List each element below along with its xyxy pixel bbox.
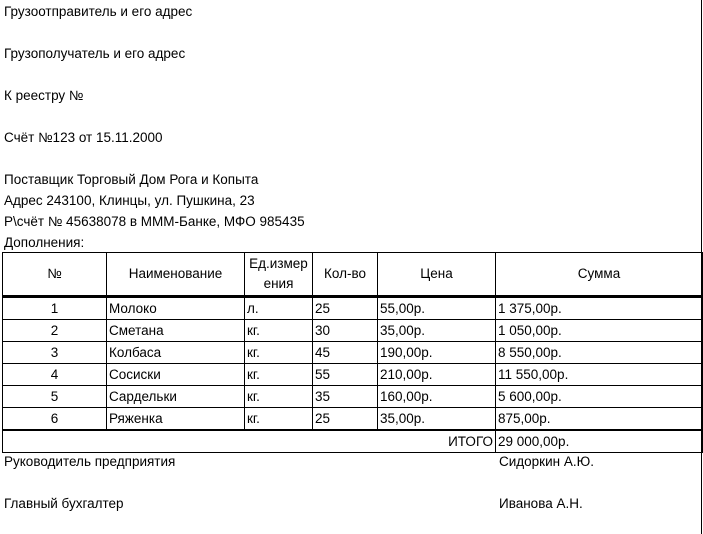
cell-name: Колбаса [107, 342, 245, 364]
cell-qty: 25 [313, 408, 378, 431]
table-row [3, 408, 703, 431]
cell-number: 4 [3, 364, 107, 386]
col-header-price: Цена [378, 253, 496, 297]
cell-price: 35,00р. [378, 320, 496, 342]
cell-qty: 25 [313, 297, 378, 320]
cell-number: 3 [3, 342, 107, 364]
cell-unit: кг. [245, 320, 313, 342]
cell-unit: кг. [245, 342, 313, 364]
cell-unit: кг. [245, 408, 313, 431]
cell-unit: л. [245, 297, 313, 320]
cell-number: 2 [3, 320, 107, 342]
director-title: Руководитель предприятия [4, 454, 176, 469]
total-row [3, 430, 703, 453]
cell-sum: 5 600,00р. [496, 386, 703, 408]
table-row [3, 320, 703, 342]
items-table [2, 252, 703, 453]
cell-sum: 8 550,00р. [496, 342, 703, 364]
cell-qty: 30 [313, 320, 378, 342]
cell-name: Ряженка [107, 408, 245, 431]
cell-unit: кг. [245, 386, 313, 408]
cell-sum: 1 375,00р. [496, 297, 703, 320]
director-name: Сидоркин А.Ю. [499, 454, 594, 469]
cell-price: 55,00р. [378, 297, 496, 320]
supplier-label: Поставщик Торговый Дом Рога и Копыта [4, 172, 259, 187]
cell-qty: 35 [313, 386, 378, 408]
total-label: ИТОГО [3, 430, 496, 453]
cell-price: 35,00р. [378, 408, 496, 431]
cell-qty: 55 [313, 364, 378, 386]
table-row [3, 297, 703, 320]
invoice-title: Счёт №123 от 15.11.2000 [4, 130, 163, 145]
accountant-name: Иванова А.Н. [499, 496, 583, 511]
accountant-title: Главный бухгалтер [4, 496, 124, 511]
col-header-number: № [3, 253, 107, 297]
account-label: Р\счёт № 45638078 в МММ-Банке, МФО 985435 [4, 214, 305, 229]
cell-number: 6 [3, 408, 107, 431]
table-header-row [3, 253, 703, 297]
table-row [3, 342, 703, 364]
col-header-qty: Кол-во [313, 253, 378, 297]
address-label: Адрес 243100, Клинцы, ул. Пушкина, 23 [4, 193, 255, 208]
cell-sum: 11 550,00р. [496, 364, 703, 386]
cell-price: 190,00р. [378, 342, 496, 364]
table-row [3, 386, 703, 408]
cell-sum: 1 050,00р. [496, 320, 703, 342]
col-header-sum: Сумма [496, 253, 703, 297]
cell-name: Сметана [107, 320, 245, 342]
cell-number: 1 [3, 297, 107, 320]
cell-name: Сардельки [107, 386, 245, 408]
cell-price: 160,00р. [378, 386, 496, 408]
col-header-unit: Ед.измерения [245, 253, 313, 297]
cell-qty: 45 [313, 342, 378, 364]
cell-name: Сосиски [107, 364, 245, 386]
cell-name: Молоко [107, 297, 245, 320]
additions-label: Дополнения: [4, 235, 85, 250]
cell-number: 5 [3, 386, 107, 408]
consignee-label: Грузополучатель и его адрес [4, 46, 186, 61]
registry-label: К реестру № [4, 88, 84, 103]
table-row [3, 364, 703, 386]
cell-sum: 875,00р. [496, 408, 703, 431]
col-header-name: Наименование [107, 253, 245, 297]
shipper-label: Грузоотправитель и его адрес [4, 4, 193, 19]
cell-unit: кг. [245, 364, 313, 386]
cell-price: 210,00р. [378, 364, 496, 386]
total-value: 29 000,00р. [496, 430, 703, 453]
